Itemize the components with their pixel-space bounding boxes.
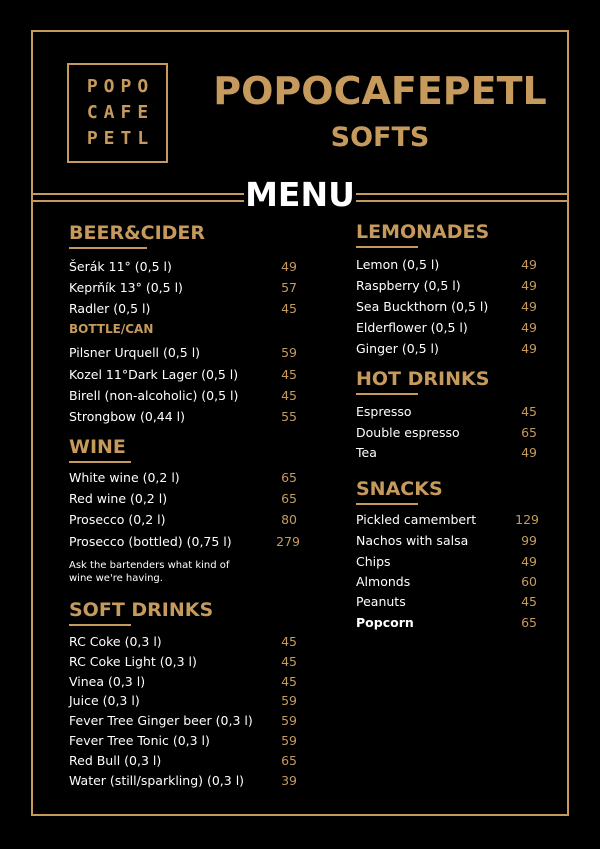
menu-item — [69, 511, 297, 529]
item-name: Red wine (0,2 l) — [69, 491, 168, 506]
item-price: 49 — [521, 445, 537, 460]
item-price: 80 — [281, 512, 297, 527]
menu-item — [69, 692, 297, 710]
section-title-hot-drinks: HOT DRINKS — [356, 368, 490, 390]
menu-item — [356, 298, 537, 316]
item-price: 99 — [521, 533, 537, 548]
section-underline-wine — [69, 461, 131, 463]
menu-divider-left — [31, 193, 244, 195]
menu-divider-right — [356, 193, 569, 195]
brand-subtitle: SOFTS — [330, 122, 430, 153]
item-name: Lemon (0,5 l) — [356, 257, 440, 272]
logo-line-2: CAFE — [86, 102, 155, 123]
menu-item — [69, 533, 300, 551]
menu-item — [356, 424, 537, 442]
item-name: Almonds — [356, 574, 411, 589]
item-name: Prosecco (bottled) (0,75 l) — [69, 534, 232, 549]
menu-item — [356, 403, 537, 421]
menu-title: MENU — [245, 175, 355, 214]
subsection-title-bottle: BOTTLE/CAN — [69, 322, 154, 336]
item-price: 129 — [515, 512, 539, 527]
item-name: Kozel 11°Dark Lager (0,5 l) — [69, 367, 239, 382]
item-name: Red Bull (0,3 l) — [69, 753, 162, 768]
item-price: 57 — [281, 280, 297, 295]
item-price: 49 — [521, 257, 537, 272]
item-price: 279 — [276, 534, 300, 549]
menu-item — [69, 752, 297, 770]
item-price: 49 — [521, 320, 537, 335]
menu-item — [69, 258, 297, 276]
menu-item — [356, 614, 537, 632]
section-underline-lemonades — [356, 246, 418, 248]
menu-item — [69, 279, 297, 297]
item-price: 45 — [521, 594, 537, 609]
item-price: 49 — [281, 259, 297, 274]
item-price: 59 — [281, 345, 297, 360]
item-price: 65 — [521, 425, 537, 440]
menu-item — [356, 256, 537, 274]
item-name: Keprňík 13° (0,5 l) — [69, 280, 183, 295]
item-name: Vinea (0,3 l) — [69, 674, 146, 689]
item-price: 59 — [281, 733, 297, 748]
item-price: 45 — [281, 634, 297, 649]
menu-item — [356, 511, 539, 529]
menu-item — [356, 573, 537, 591]
menu-item — [69, 490, 297, 508]
item-price: 65 — [281, 491, 297, 506]
item-name: Pickled camembert — [356, 512, 477, 527]
section-title-soft-drinks: SOFT DRINKS — [69, 599, 214, 621]
item-price: 45 — [281, 301, 297, 316]
item-name: Birell (non-alcoholic) (0,5 l) — [69, 388, 239, 403]
section-underline-snacks — [356, 503, 418, 505]
item-name: Fever Tree Ginger beer (0,3 l) — [69, 713, 253, 728]
logo-line-1: POPO — [86, 76, 155, 97]
menu-item — [356, 319, 537, 337]
item-name: Tea — [356, 445, 377, 460]
item-name: Pilsner Urquell (0,5 l) — [69, 345, 201, 360]
item-name: Raspberry (0,5 l) — [356, 278, 461, 293]
item-name: Espresso — [356, 404, 412, 419]
wine-note-line-2: wine we're having. — [69, 573, 163, 584]
logo — [67, 63, 168, 163]
item-name: RC Coke Light (0,3 l) — [69, 654, 197, 669]
item-price: 45 — [521, 404, 537, 419]
item-name: Chips — [356, 554, 391, 569]
menu-item — [69, 732, 297, 750]
menu-divider-left-lower — [31, 200, 244, 202]
logo-line-3: PETL — [86, 128, 155, 149]
item-price: 59 — [281, 713, 297, 728]
item-price: 49 — [521, 554, 537, 569]
menu-item — [69, 772, 297, 790]
item-name: Šerák 11° (0,5 l) — [69, 259, 172, 274]
item-name: Strongbow (0,44 l) — [69, 409, 186, 424]
menu-item — [356, 532, 537, 550]
menu-item — [356, 340, 537, 358]
section-underline-hot-drinks — [356, 393, 418, 395]
menu-item — [69, 712, 297, 730]
item-price: 55 — [281, 409, 297, 424]
section-title-wine: WINE — [69, 436, 126, 458]
item-name: Ginger (0,5 l) — [356, 341, 439, 356]
item-price: 65 — [521, 615, 537, 630]
section-title-beer: BEER&CIDER — [69, 222, 206, 244]
menu-item — [356, 277, 537, 295]
section-title-snacks: SNACKS — [356, 478, 443, 500]
menu-item — [69, 344, 297, 362]
menu-item — [356, 553, 537, 571]
item-name: Peanuts — [356, 594, 406, 609]
item-price: 49 — [521, 278, 537, 293]
menu-item — [69, 387, 297, 405]
item-price: 65 — [281, 753, 297, 768]
item-price: 65 — [281, 470, 297, 485]
item-name: Fever Tree Tonic (0,3 l) — [69, 733, 210, 748]
item-price: 59 — [281, 693, 297, 708]
menu-item — [69, 673, 297, 691]
item-price: 49 — [521, 299, 537, 314]
section-title-lemonades: LEMONADES — [356, 221, 490, 243]
menu-item — [69, 300, 297, 318]
item-name: White wine (0,2 l) — [69, 470, 180, 485]
menu-item — [69, 366, 297, 384]
brand-name: POPOCAFEPETL — [213, 69, 547, 113]
item-price: 39 — [281, 773, 297, 788]
menu-item — [69, 469, 297, 487]
item-price: 45 — [281, 654, 297, 669]
menu-item — [69, 408, 297, 426]
item-price: 45 — [281, 388, 297, 403]
menu-item — [356, 444, 537, 462]
item-price: 60 — [521, 574, 537, 589]
item-name: RC Coke (0,3 l) — [69, 634, 162, 649]
section-underline-soft-drinks — [69, 624, 131, 626]
item-name: Sea Buckthorn (0,5 l) — [356, 299, 489, 314]
item-price: 45 — [281, 674, 297, 689]
menu-item — [356, 593, 537, 611]
menu-divider-right-lower — [356, 200, 569, 202]
item-price: 49 — [521, 341, 537, 356]
item-name: Juice (0,3 l) — [69, 693, 140, 708]
item-name: Prosecco (0,2 l) — [69, 512, 166, 527]
item-name: Water (still/sparkling) (0,3 l) — [69, 773, 245, 788]
wine-note-line-1: Ask the bartenders what kind of — [69, 560, 230, 571]
menu-item — [69, 653, 297, 671]
item-price: 45 — [281, 367, 297, 382]
item-name: Elderflower (0,5 l) — [356, 320, 468, 335]
item-name: Double espresso — [356, 425, 460, 440]
menu-item — [69, 633, 297, 651]
section-underline-beer — [69, 247, 147, 249]
item-name: Radler (0,5 l) — [69, 301, 151, 316]
item-name: Nachos with salsa — [356, 533, 469, 548]
item-name: Popcorn — [356, 615, 414, 630]
